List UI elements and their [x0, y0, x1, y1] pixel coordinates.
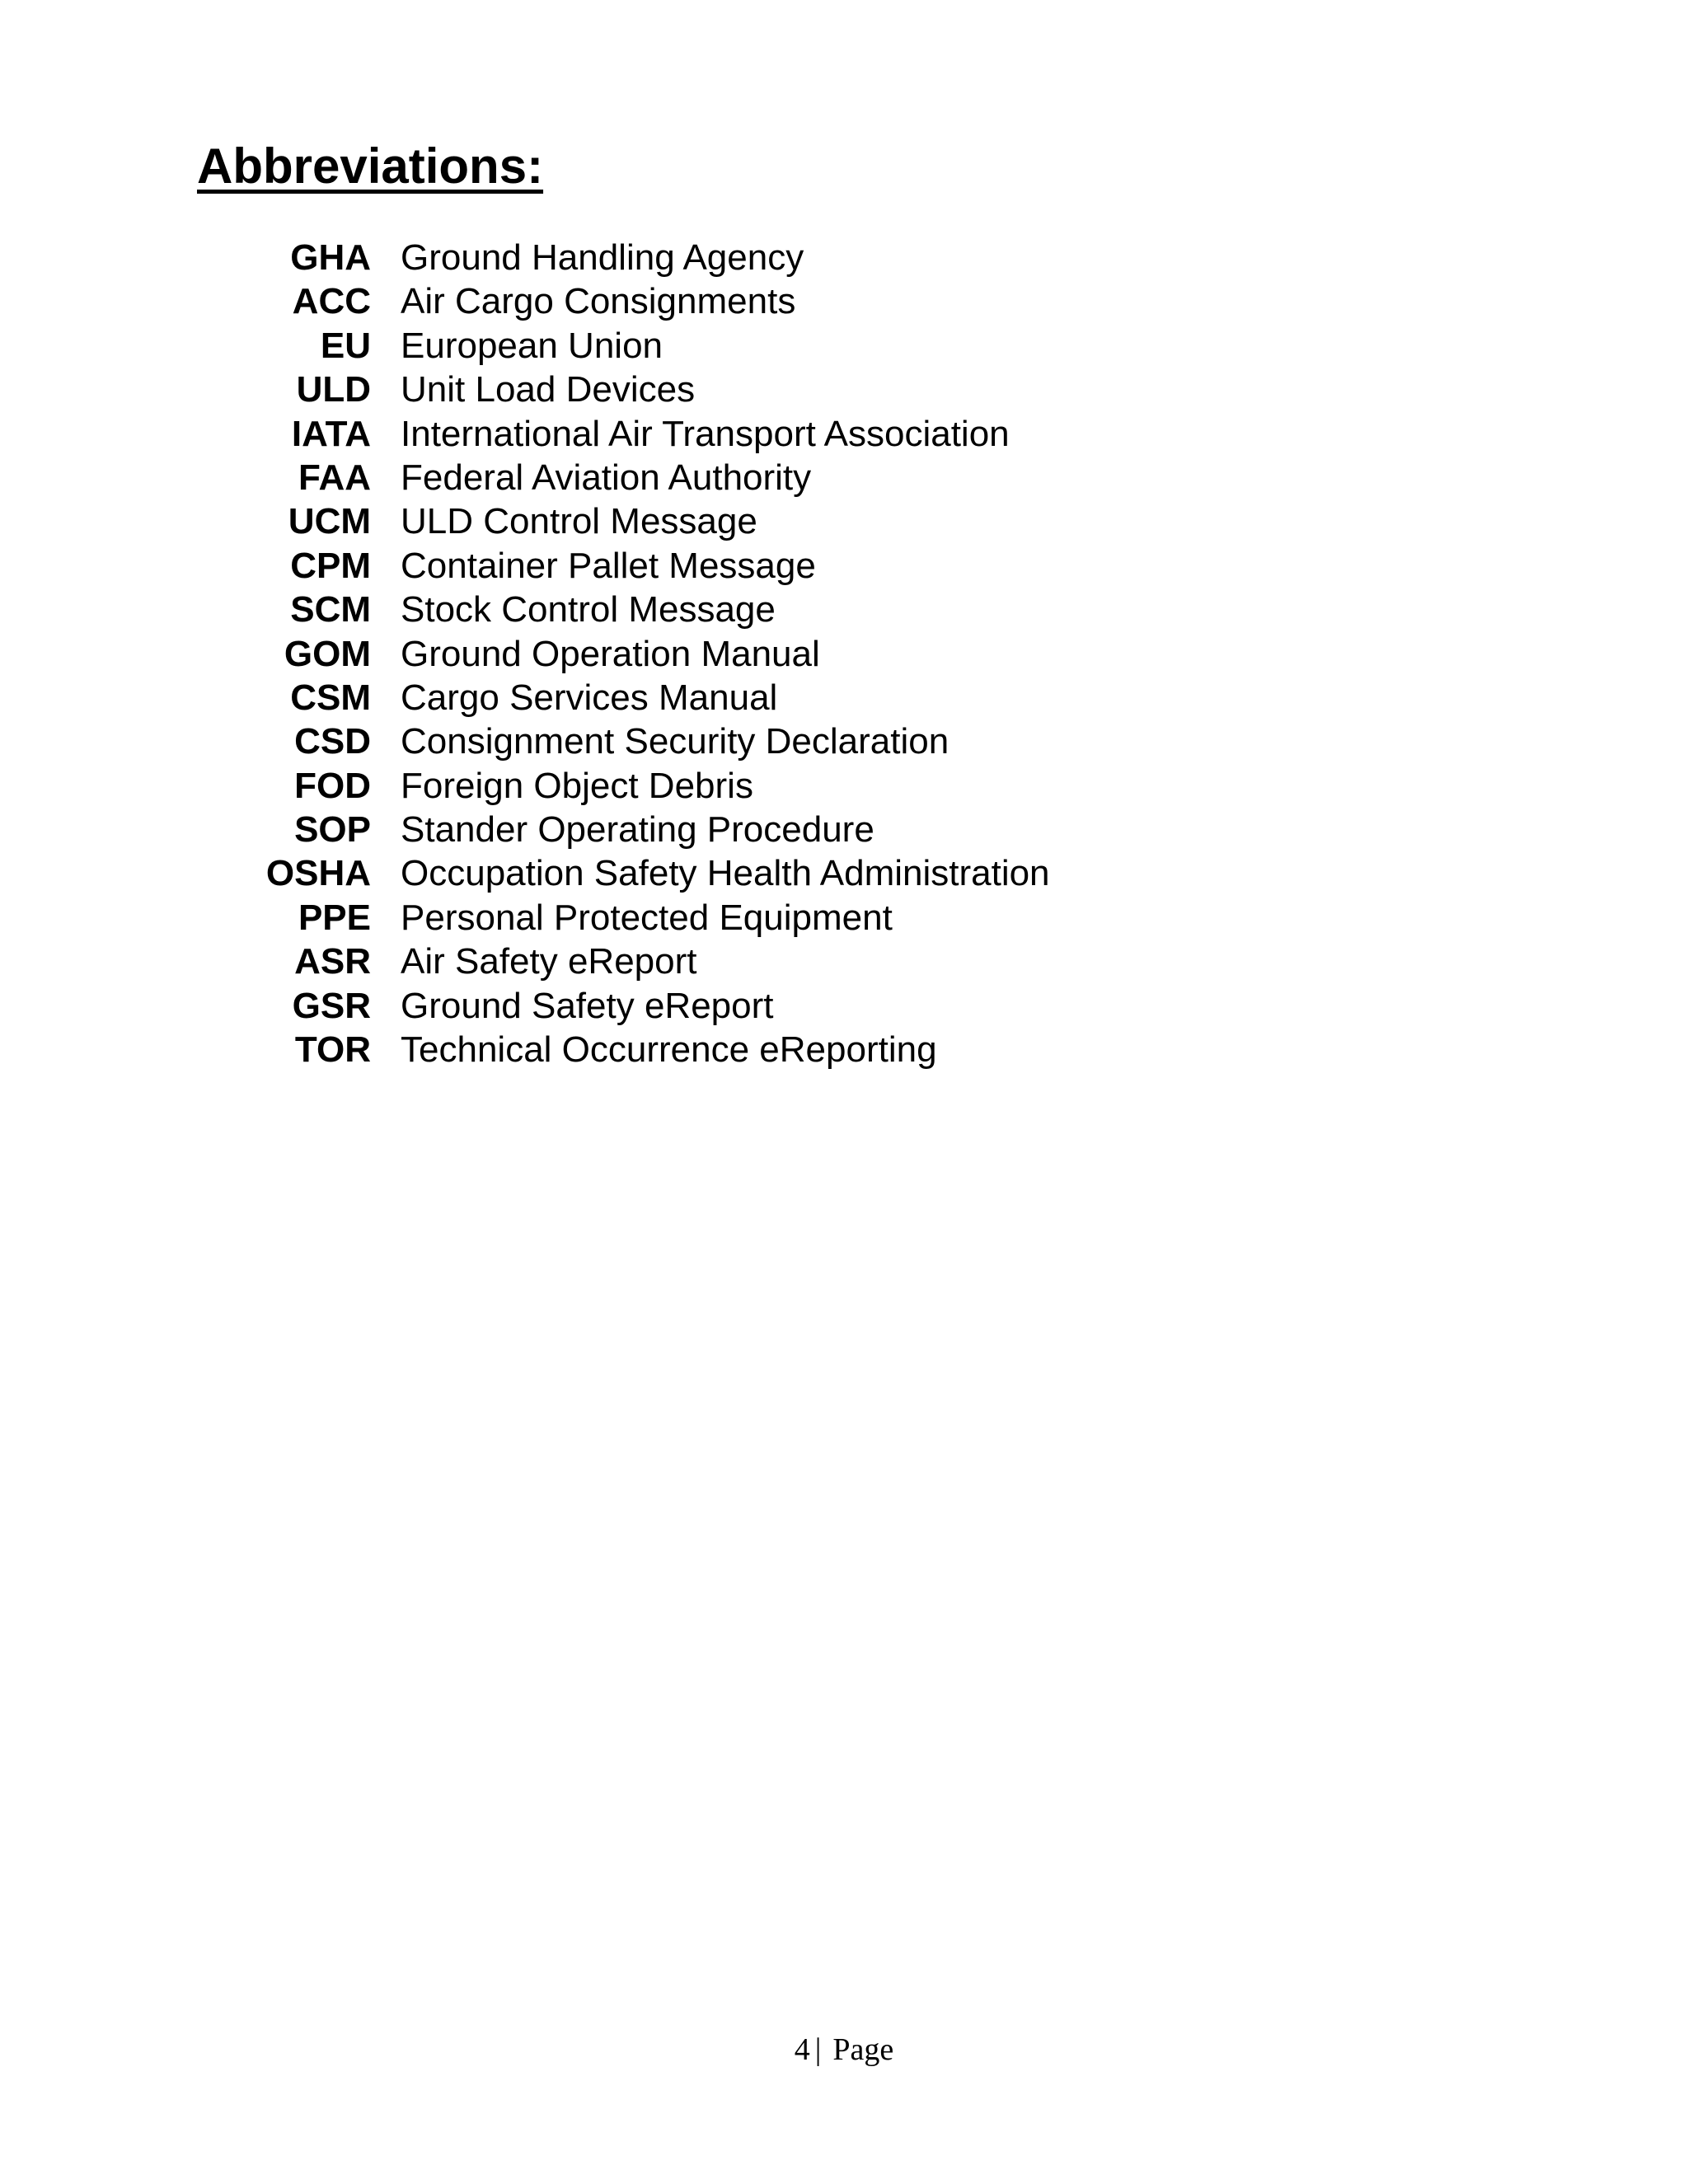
abbreviation-row	[239, 984, 1050, 1028]
abbreviation-meaning: Unit Load Devices	[401, 369, 696, 410]
abbreviation-row	[239, 896, 1050, 940]
abbreviation-code: PPE	[298, 897, 371, 938]
abbreviation-meaning: Ground Safety eReport	[401, 985, 774, 1026]
abbreviation-meaning: Ground Handling Agency	[401, 237, 804, 278]
abbreviation-row	[239, 676, 1050, 719]
abbreviation-row	[239, 851, 1050, 895]
abbreviation-row	[239, 719, 1050, 763]
abbreviation-code: FOD	[294, 765, 371, 806]
abbreviation-code: GHA	[290, 237, 371, 278]
abbreviation-code: SCM	[290, 589, 371, 630]
abbreviation-row	[239, 940, 1050, 983]
abbreviation-meaning: Personal Protected Equipment	[401, 897, 893, 938]
abbreviation-code: GOM	[284, 633, 371, 674]
abbreviation-meaning: Stock Control Message	[401, 589, 776, 630]
abbreviation-row	[239, 632, 1050, 676]
abbreviation-code: ASR	[294, 941, 371, 982]
abbreviation-row	[239, 544, 1050, 588]
abbreviation-meaning: European Union	[401, 325, 663, 366]
abbreviation-row	[239, 324, 1050, 368]
abbreviation-meaning: Cargo Services Manual	[401, 677, 778, 718]
abbreviation-row	[239, 236, 1050, 279]
abbreviation-code: OSHA	[265, 853, 371, 894]
abbreviation-code: ULD	[296, 369, 371, 410]
abbreviation-meaning: Consignment Security Declaration	[401, 721, 950, 762]
abbreviation-meaning: International Air Transport Association	[401, 413, 1010, 454]
page-separator: |	[814, 2032, 822, 2067]
abbreviation-meaning: Stander Operating Procedure	[401, 809, 874, 851]
page-label: Page	[832, 2032, 894, 2067]
abbreviation-code: EU	[320, 325, 371, 366]
abbreviation-code: CSM	[290, 677, 371, 718]
abbreviation-meaning: Ground Operation Manual	[401, 633, 820, 674]
abbreviation-row	[239, 764, 1050, 808]
abbreviation-list	[239, 236, 1050, 1071]
abbreviation-code: GSR	[292, 985, 371, 1026]
abbreviation-row	[239, 588, 1050, 631]
page-number: 4	[794, 2032, 810, 2067]
abbreviation-meaning: Air Cargo Consignments	[401, 281, 796, 322]
abbreviation-code: FAA	[298, 457, 371, 498]
abbreviation-code: CPM	[290, 545, 371, 586]
abbreviation-row	[239, 279, 1050, 323]
abbreviation-code: ACC	[292, 281, 371, 322]
abbreviation-meaning: ULD Control Message	[401, 501, 757, 542]
abbreviation-row	[239, 499, 1050, 543]
abbreviation-meaning: Air Safety eReport	[401, 941, 697, 982]
abbreviation-row	[239, 412, 1050, 456]
abbreviation-code: CSD	[294, 721, 371, 762]
abbreviation-meaning: Occupation Safety Health Administration	[401, 853, 1050, 894]
abbreviation-code: TOR	[294, 1029, 371, 1071]
abbreviation-row	[239, 368, 1050, 411]
abbreviation-meaning: Technical Occurrence eReporting	[401, 1029, 937, 1071]
page-footer	[0, 2031, 1688, 2069]
page-title: Abbreviations:	[197, 138, 544, 194]
abbreviation-row	[239, 1028, 1050, 1071]
abbreviation-code: SOP	[294, 809, 371, 851]
abbreviation-row	[239, 456, 1050, 499]
abbreviation-code: UCM	[288, 501, 371, 542]
abbreviation-meaning: Container Pallet Message	[401, 545, 816, 586]
abbreviation-meaning: Federal Aviation Authority	[401, 457, 812, 498]
abbreviation-meaning: Foreign Object Debris	[401, 765, 753, 806]
abbreviation-code: IATA	[291, 413, 371, 454]
abbreviation-row	[239, 808, 1050, 851]
